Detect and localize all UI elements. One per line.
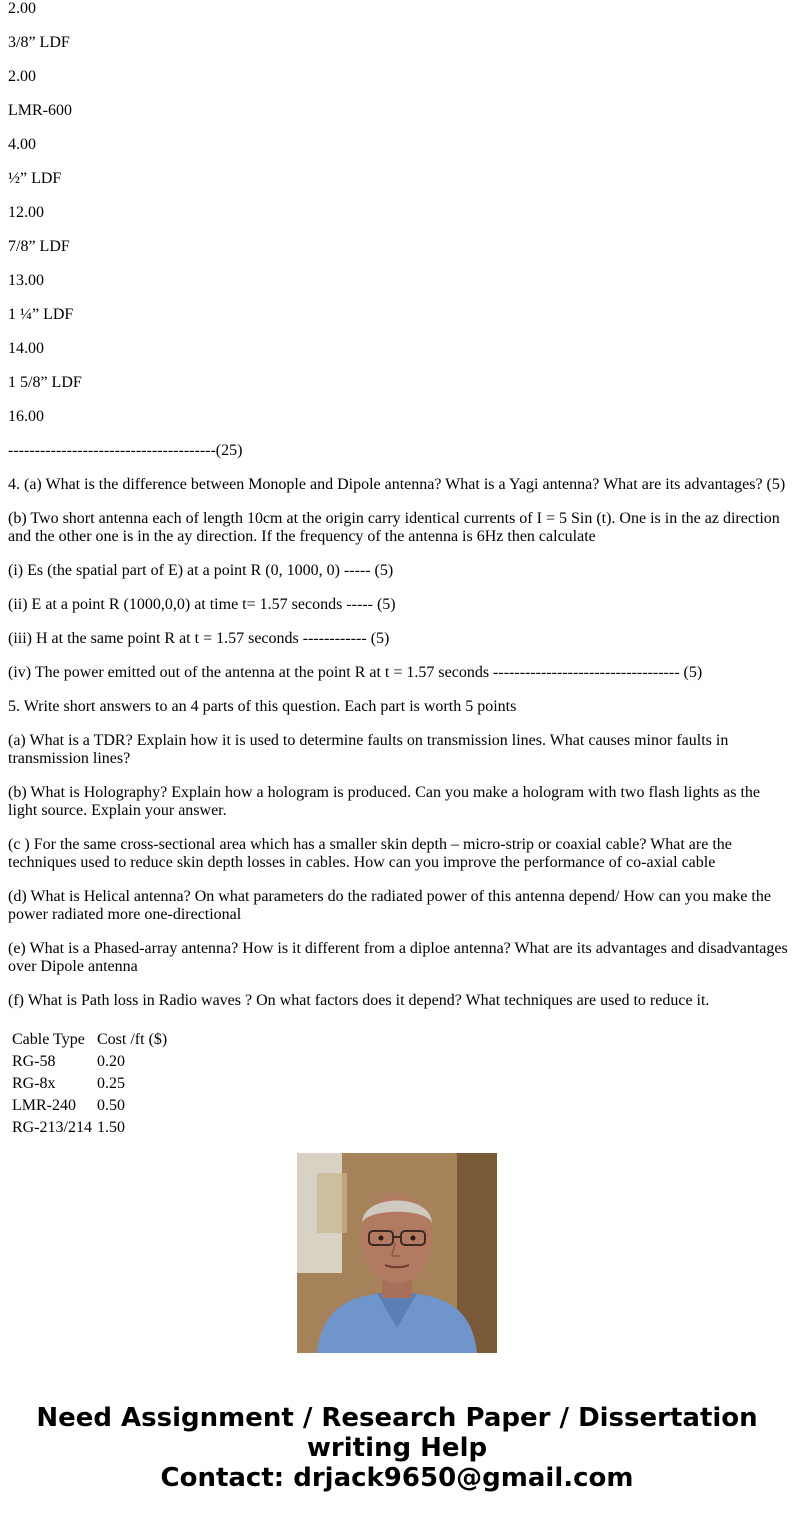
question-5d: (d) What is Helical antenna? On what parameters do the radiated power of this antenna depend/ How can you make the power radiated more one-directional — [8, 888, 771, 923]
table-cell-cost: 0.20 — [97, 1053, 125, 1070]
question-4b-ii: (ii) E at a point R (1000,0,0) at time t= 1.57 seconds ----- (5) — [8, 596, 396, 613]
paragraph: 12.00 — [8, 204, 44, 221]
question-4a: 4. (a) What is the difference between Monople and Dipole antenna? What is a Yagi antenna? What are its advantages? (5) — [8, 476, 786, 493]
cable-cost-table — [8, 1028, 171, 1140]
cable-cost-table-container — [8, 1028, 208, 1136]
table-cell-cable-type: RG-213/214 — [12, 1119, 92, 1136]
table-row — [11, 1052, 168, 1072]
table-cell-cable-type: LMR-240 — [12, 1097, 76, 1114]
paragraph: 14.00 — [8, 340, 44, 357]
paragraph: 7/8” LDF — [8, 238, 70, 255]
author-avatar — [297, 1153, 497, 1353]
table-cell-cable-type: RG-8x — [12, 1075, 56, 1092]
question-5b: (b) What is Holography? Explain how a hologram is produced. Can you make a hologram with two flash lights as the light source. Explain your answer. — [8, 784, 760, 819]
banner-line-2: writing Help — [306, 1433, 488, 1463]
banner-line-1: Need Assignment / Research Paper / Dissertation — [36, 1403, 758, 1433]
table-cell-cable-type: RG-58 — [12, 1053, 56, 1070]
column-header-cable-type: Cable Type — [12, 1031, 85, 1048]
paragraph: 4.00 — [8, 136, 36, 153]
document-body — [8, 0, 788, 1026]
paragraph: 3/8” LDF — [8, 34, 70, 51]
paragraph: 16.00 — [8, 408, 44, 425]
paragraph: 1 ¼” LDF — [8, 306, 74, 323]
paragraph: 2.00 — [8, 68, 36, 85]
table-row — [11, 1118, 168, 1138]
column-header-cost: Cost /ft ($) — [97, 1031, 168, 1048]
question-5a: (a) What is a TDR? Explain how it is used to determine faults on transmission lines. What causes minor faults in transmission lines? — [8, 732, 729, 767]
question-5: 5. Write short answers to an 4 parts of this question. Each part is worth 5 points — [8, 698, 517, 715]
question-5c: (c ) For the same cross-sectional area which has a smaller skin depth – micro-strip or coaxial cable? What are the techniques used to reduce skin depth losses in cables. How can you improve the performance of co-axial cable — [8, 836, 732, 871]
paragraph: 13.00 — [8, 272, 44, 289]
paragraph: LMR-600 — [8, 102, 72, 119]
question-4b-iii: (iii) H at the same point R at t = 1.57 seconds ------------ (5) — [8, 630, 390, 647]
question-4b: (b) Two short antenna each of length 10cm at the origin carry identical currents of I = 5 Sin (t). One is in the az direction and the other one is in the ay direction. If the frequency of the antenna is 6Hz then calculate — [8, 510, 780, 545]
table-row — [11, 1074, 168, 1094]
section-separator: ---------------------------------------(25) — [8, 442, 243, 459]
table-cell-cost: 0.25 — [97, 1075, 125, 1092]
promo-banner — [0, 1403, 794, 1493]
paragraph: 2.00 — [8, 0, 36, 17]
table-cell-cost: 1.50 — [97, 1119, 125, 1136]
paragraph: ½” LDF — [8, 170, 62, 187]
table-row — [11, 1096, 168, 1116]
question-4b-i: (i) Es (the spatial part of E) at a point R (0, 1000, 0) ----- (5) — [8, 562, 394, 579]
paragraph: 1 5/8” LDF — [8, 374, 82, 391]
question-5f: (f) What is Path loss in Radio waves ? On what factors does it depend? What techniques are used to reduce it. — [8, 992, 710, 1009]
banner-contact: Contact: drjack9650@gmail.com — [160, 1463, 634, 1493]
question-4b-iv: (iv) The power emitted out of the antenna at the point R at t = 1.57 seconds ----------------------------------- (5) — [8, 664, 703, 681]
table-cell-cost: 0.50 — [97, 1097, 125, 1114]
author-portrait-icon — [297, 1153, 497, 1353]
table-header-row — [11, 1030, 168, 1050]
question-5e: (e) What is a Phased-array antenna? How is it different from a diploe antenna? What are its advantages and disadvantages over Dipole antenna — [8, 940, 788, 975]
